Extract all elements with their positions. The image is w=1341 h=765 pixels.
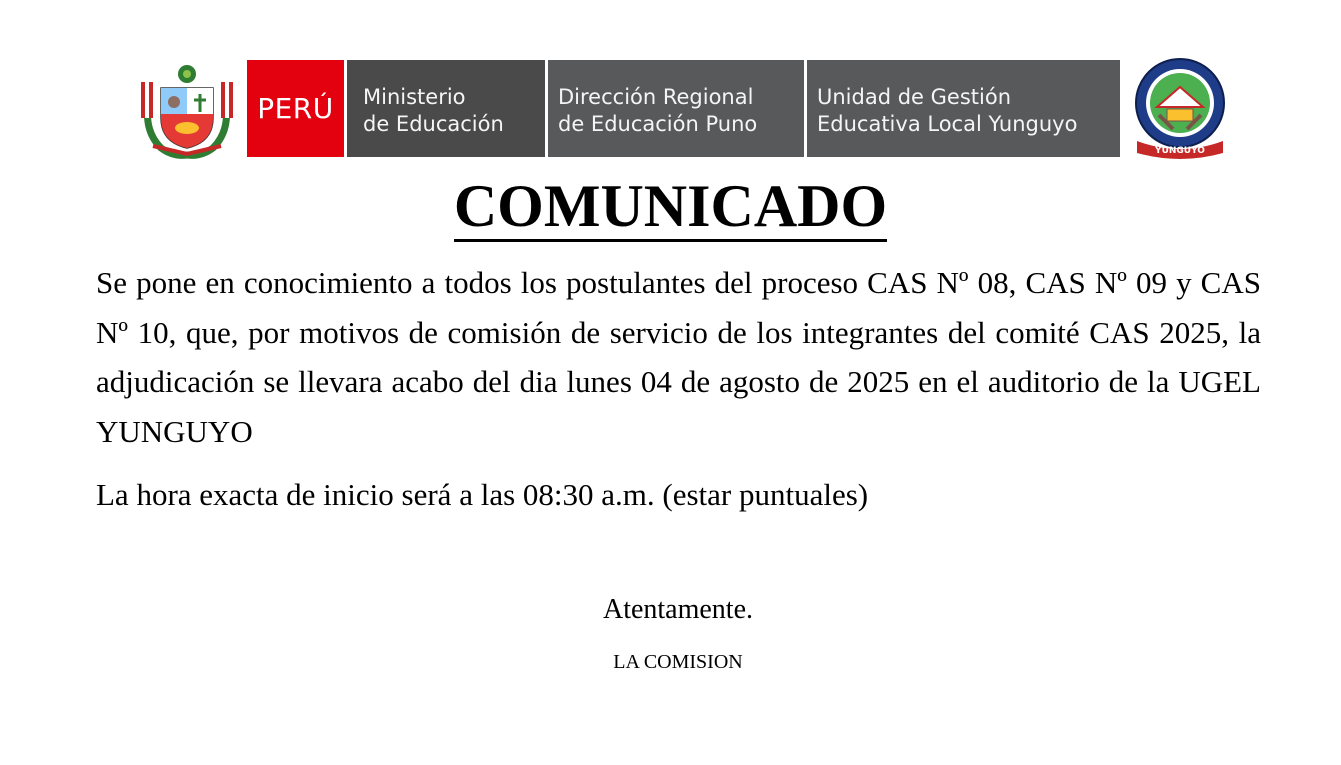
ministerio-line2: de Educación — [363, 112, 504, 136]
body-paragraph-1: Se pone en conocimiento a todos los postulantes del proceso CAS Nº 08, CAS Nº 09 y CAS Nº 10, que, por motivos de comisión de servicio de los integrantes del comité CAS 2025, la adjudicación se llevara acabo del dia lunes 04 de agosto de 2025 en el auditorio de la UGEL YUNGUYO — [96, 265, 1261, 449]
ugel-yunguyo-seal-icon — [1129, 57, 1231, 161]
peru-brand-box — [247, 60, 344, 157]
ugel-line1: Unidad de Gestión — [817, 85, 1012, 109]
ugel-box — [807, 60, 1120, 157]
body-paragraph-2: La hora exacta de inicio será a las 08:30 a.m. (estar puntuales) — [96, 477, 869, 512]
peru-label: PERÚ — [257, 92, 334, 125]
ministerio-line1: Ministerio — [363, 85, 466, 109]
title-text: COMUNICADO — [454, 173, 887, 242]
direccion-line1: Dirección Regional — [558, 85, 754, 109]
ministerio-box — [347, 60, 545, 157]
ugel-seal-banner: YUNGUYO — [1155, 146, 1205, 156]
institutional-header — [0, 0, 1341, 170]
closing-text: Atentamente. — [602, 594, 754, 625]
direccion-line2: de Educación Puno — [558, 112, 758, 136]
page-title — [0, 170, 1341, 242]
signature-text: LA COMISION — [613, 651, 743, 673]
direccion-regional-box — [548, 60, 804, 157]
ugel-line2: Educativa Local Yunguyo — [817, 112, 1078, 136]
peru-coat-of-arms-icon — [139, 60, 235, 160]
